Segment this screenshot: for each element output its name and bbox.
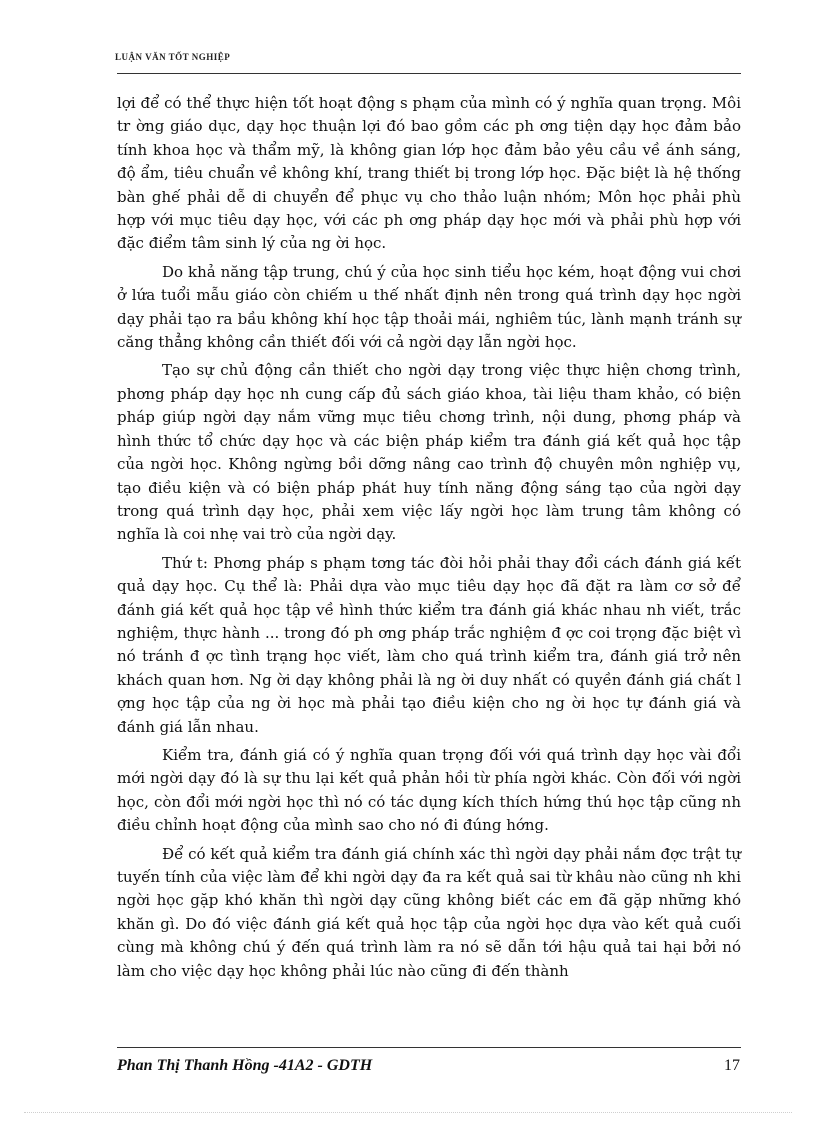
- page-edge-divider: [24, 1112, 792, 1113]
- paragraph-5: Kiểm tra, đánh giá có ý nghĩa quan trọng đối với quá trình dạy học vài đổi mới ngời dạy đó là sự thu lại kết quả phản hồi từ phía ngời khác. Còn đối với ngời học, còn đổi mới ngời học thì nó có tác dụng kích thích hứng thú học tập cũng nh điều chỉnh hoạt động của mình sao cho nó đi đúng hớng.: [117, 745, 741, 835]
- paragraph-6: Để có kết quả kiểm tra đánh giá chính xác thì ngời dạy phải nắm đợc trật tự tuyến tính của việc làm để khi ngời dạy đa ra kết quả sai từ khâu nào cũng nh khi ngời học gặp khó khăn thì ngời dạy cũng không biết các em đã gặp những khó khăn gì. Do đó việc đánh giá kết quả học tập của ngời học dựa vào kết quả cuối cùng mà không chú ý đến quá trình làm ra nó sẽ dẫn tới hậu quả tai hại bởi nó làm cho việc dạy học không phải lúc nào cũng đi đến thành: [117, 844, 741, 980]
- paragraph-1: lợi để có thể thực hiện tốt hoạt động s phạm của mình có ý nghĩa quan trọng. Môi tr ờng giáo dục, dạy học thuận lợi đó bao gồm các ph ơng tiện dạy học đảm bảo tính khoa học và thẩm mỹ, là không gian lớp học đảm bảo yêu cầu về ánh sáng, độ ẩm, tiêu chuẩn về không khí, trang thiết bị trong lớp học. Đặc biệt là hệ thống bàn ghế phải dễ di chuyển để phục vụ cho thảo luận nhóm; Môn học phải phù hợp với mục tiêu dạy học, với các ph ơng pháp dạy học mới và phải phù hợp với đặc điểm tâm sinh lý của ng ời học.: [117, 94, 741, 253]
- paragraph-4: Thứ t: Phơng pháp s phạm tơng tác đòi hỏi phải thay đổi cách đánh giá kết quả dạy học. Cụ thể là: Phải dựa vào mục tiêu dạy học đã đặt ra làm cơ sở để đánh giá kết quả học tập về hình thức kiểm tra đánh giá khác nhau nh viết, trắc nghiệm, thực hành ... trong đó ph ơng pháp trắc nghiệm đ ợc coi trọng đặc biệt vì nó tránh đ ợc tình trạng học viết, làm cho quá trình kiểm tra, đánh giá trở nên khách quan hơn. Ng ời dạy không phải là ng ời duy nhất có quyền đánh giá chất l ợng học tập của ng ời học mà phải tạo điều kiện cho ng ời học tự đánh giá và đánh giá lẫn nhau.: [117, 553, 741, 736]
- footer-rule: [117, 1047, 741, 1048]
- body-text: [117, 92, 741, 988]
- paragraph-2: Do khả năng tập trung, chú ý của học sinh tiểu học kém, hoạt động vui chơi ở lứa tuổi mẫu giáo còn chiếm u thế nhất định nên trong quá trình dạy học ngời dạy phải tạo ra bầu không khí học tập thoải mái, nghiêm túc, lành mạnh tránh sự căng thẳng không cần thiết đối với cả ngời dạy lẫn ngời học.: [117, 262, 741, 352]
- page-number: 17: [724, 1057, 740, 1074]
- paragraph-3: Tạo sự chủ động cần thiết cho ngời dạy trong việc thực hiện chơng trình, phơng pháp dạy học nh cung cấp đủ sách giáo khoa, tài liệu tham khảo, có biện pháp giúp ngời dạy nắm vững mục tiêu chơng trình, nội dung, phơng pháp và hình thức tổ chức dạy học và các biện pháp kiểm tra đánh giá kết quả học tập của ngời học. Không ngừng bồi dỡng nâng cao trình độ chuyên môn nghiệp vụ, tạo điều kiện và có biện pháp phát huy tính năng động sáng tạo của ngời dạy trong quá trình dạy học, phải xem việc lấy ngời học làm trung tâm không có nghĩa là coi nhẹ vai trò của ngời dạy.: [117, 361, 741, 544]
- footer-author: Phan Thị Thanh Hồng -41A2 - GDTH: [117, 1057, 373, 1074]
- running-header: LUẬN VĂN TỐT NGHIỆP: [115, 52, 231, 62]
- header-rule: [117, 73, 741, 74]
